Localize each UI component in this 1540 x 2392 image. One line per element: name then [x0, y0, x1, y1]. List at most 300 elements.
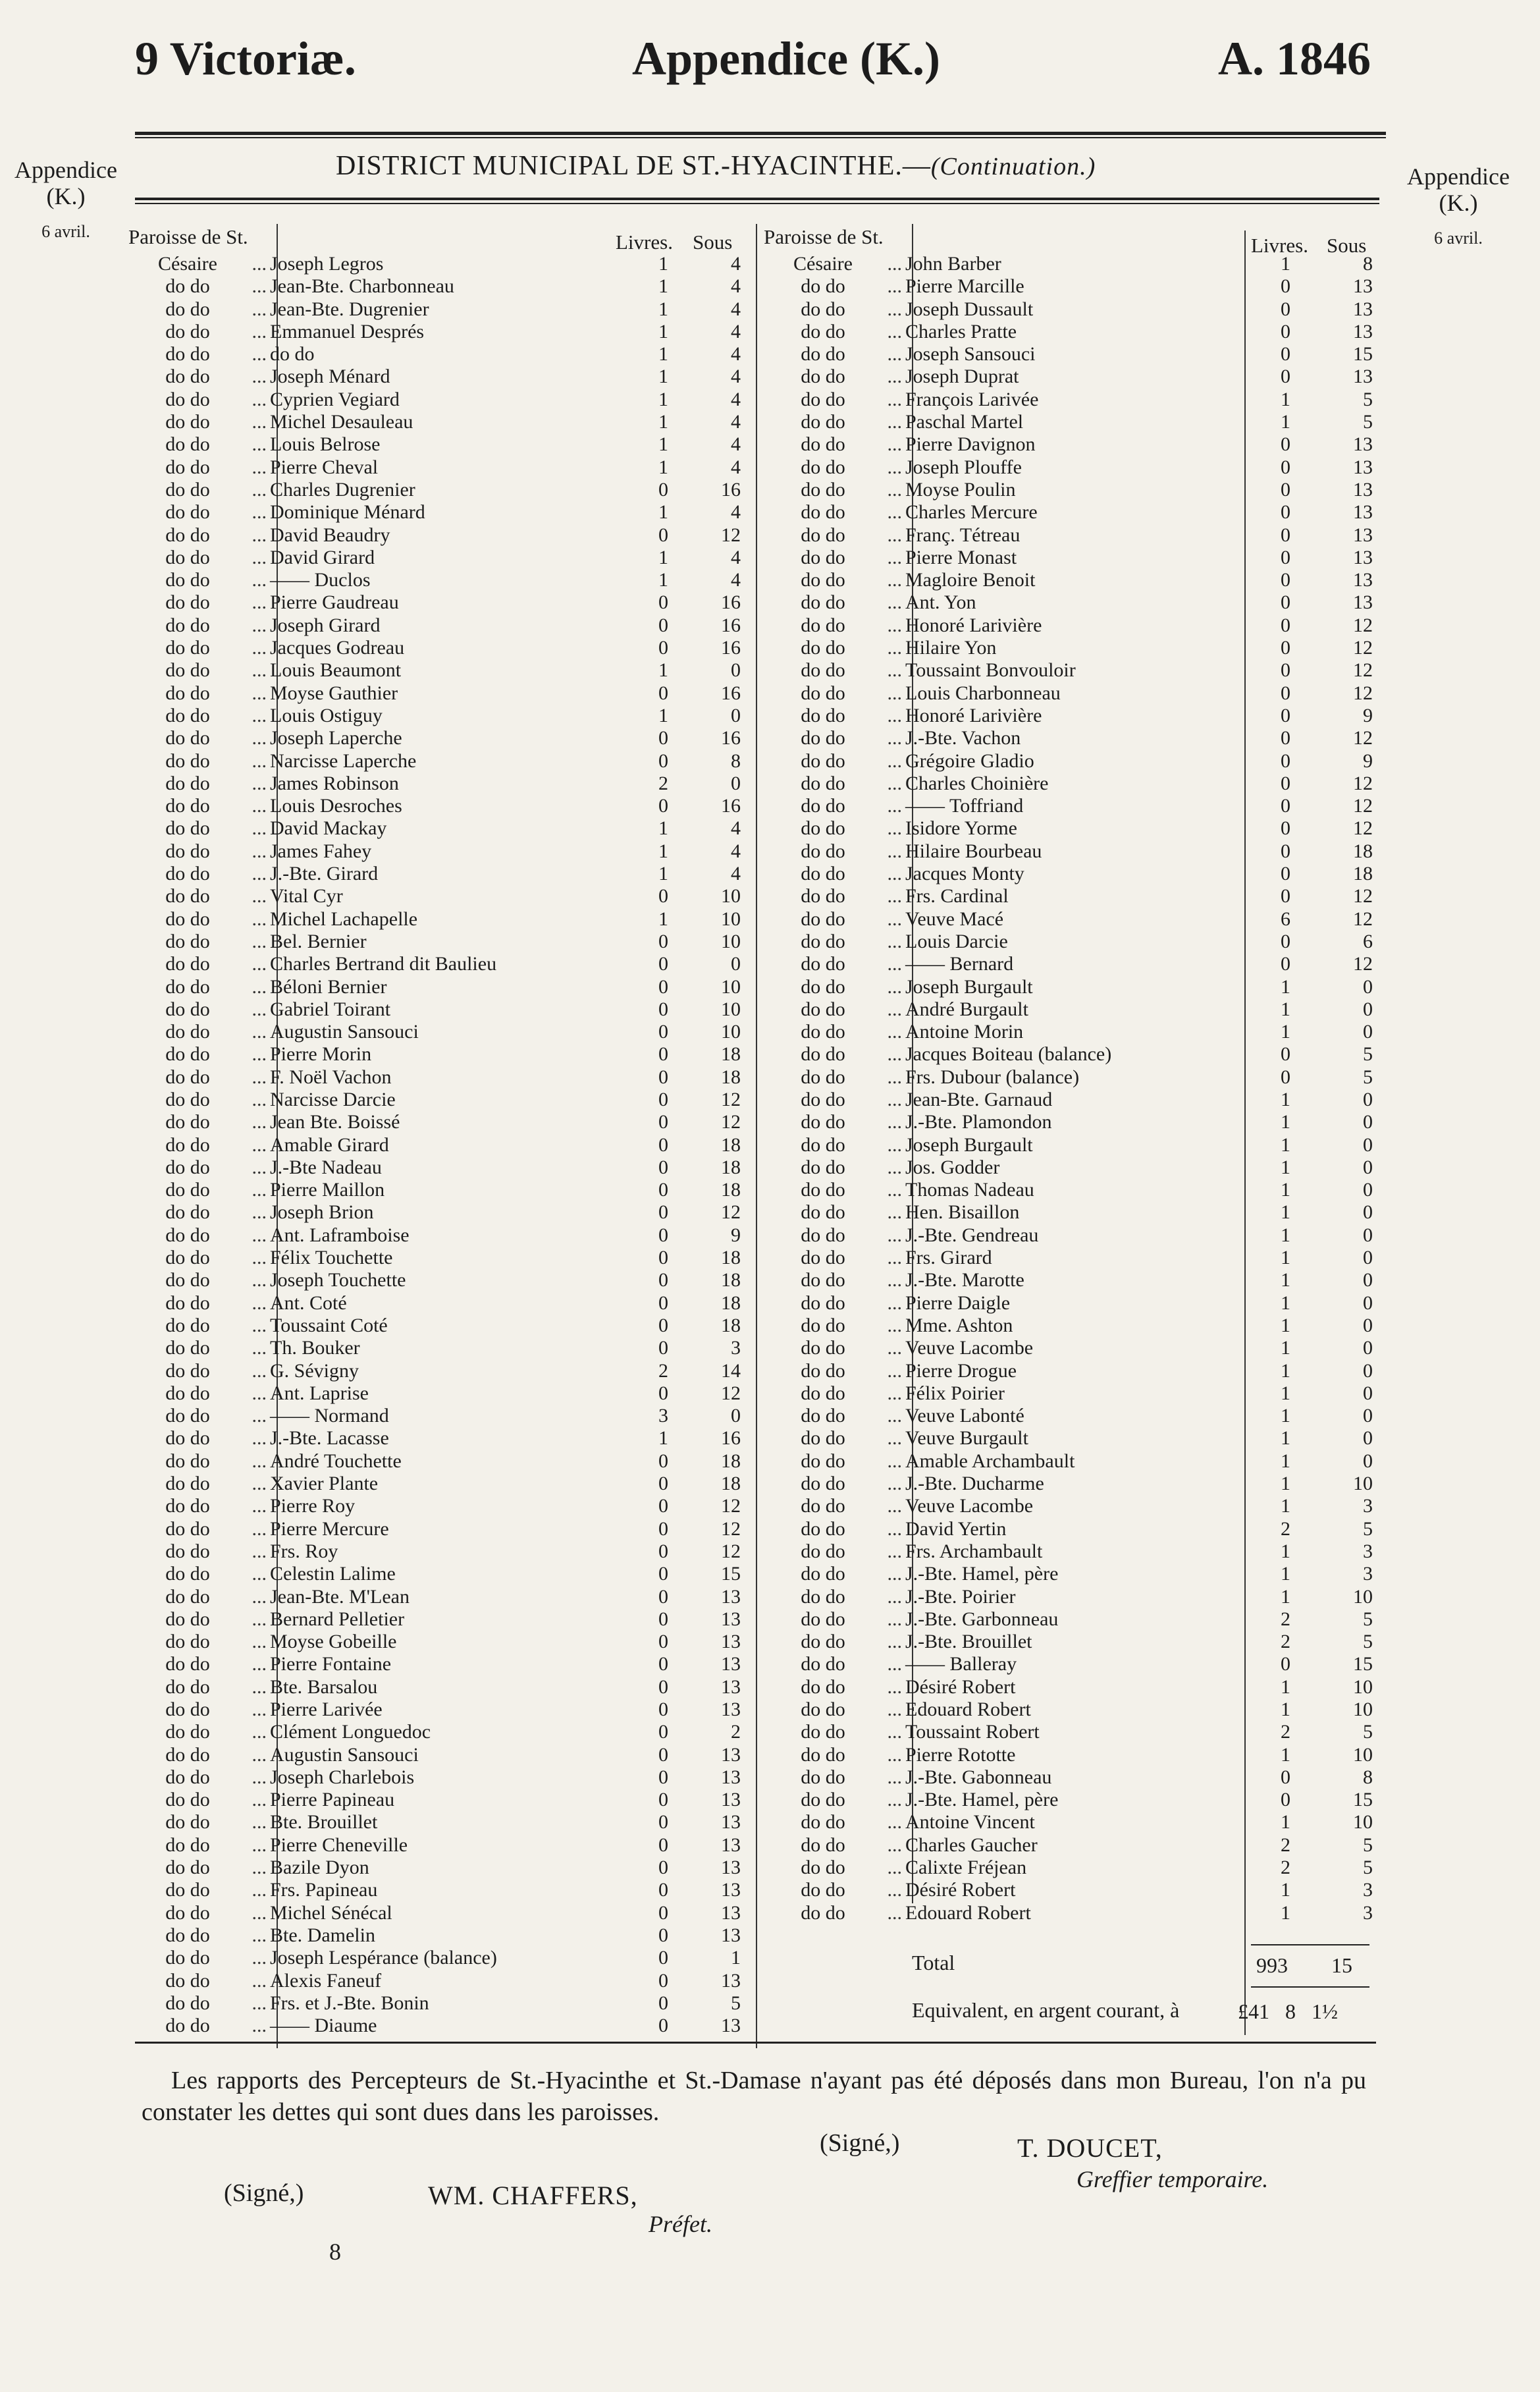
livres-cell: 1 [658, 863, 668, 885]
list-item [770, 366, 1376, 388]
parish-cell: do do [165, 1495, 210, 1517]
sous-cell: 12 [721, 1111, 741, 1133]
list-item [135, 1857, 754, 1879]
name-cell: Veuve Lacombe [905, 1337, 1034, 1359]
sous-cell: 12 [1353, 772, 1373, 794]
leader-dots: ... [252, 275, 267, 298]
parish-cell: do do [165, 298, 210, 320]
list-item [135, 569, 754, 591]
sous-cell: 0 [1363, 1337, 1373, 1359]
livres-cell: 0 [658, 1111, 668, 1133]
parish-cell: do do [165, 1473, 210, 1495]
livres-cell: 0 [658, 975, 668, 998]
leader-dots: ... [252, 1947, 267, 1969]
livres-cell: 1 [658, 388, 668, 410]
sous-cell: 16 [721, 478, 741, 501]
parish-cell: do do [165, 1879, 210, 1901]
livres-cell: 0 [658, 1585, 668, 1608]
sous-cell: 16 [721, 1427, 741, 1450]
name-cell: Ant. Laframboise [270, 1224, 410, 1246]
livres-cell: 0 [658, 953, 668, 975]
right-parish-heading: Paroisse de St. [764, 225, 884, 248]
sous-cell: 13 [721, 1675, 741, 1698]
leader-dots: ... [252, 524, 267, 546]
parish-cell: do do [165, 1291, 210, 1314]
list-item [135, 1382, 754, 1405]
leader-dots: ... [252, 1156, 267, 1178]
parish-cell: do do [801, 343, 845, 366]
leader-dots: ... [252, 840, 267, 862]
margin-note-left [3, 157, 128, 245]
leader-dots: ... [887, 478, 902, 501]
parish-cell: do do [165, 388, 210, 410]
name-cell: Hilaire Yon [905, 637, 997, 659]
leader-dots: ... [252, 1653, 267, 1675]
parish-cell: do do [165, 998, 210, 1020]
sous-cell: 13 [1353, 478, 1373, 501]
sous-cell: 9 [1363, 704, 1373, 726]
list-item [770, 1179, 1376, 1201]
name-cell: Vital Cyr [270, 885, 343, 908]
sous-cell: 0 [1363, 1021, 1373, 1043]
parish-cell: do do [165, 637, 210, 659]
list-item [135, 1653, 754, 1675]
livres-cell: 0 [658, 1834, 668, 1856]
signed-label-2: (Signé,) [224, 2179, 304, 2207]
header-rule-thin [135, 137, 1386, 138]
leader-dots: ... [887, 772, 902, 794]
name-cell: Jean-Bte. Dugrenier [270, 298, 429, 320]
table-top-rule-thin [135, 203, 1379, 204]
parish-cell: do do [165, 1314, 210, 1336]
list-item [770, 885, 1376, 908]
livres-cell: 0 [658, 1382, 668, 1404]
parish-cell: do do [801, 433, 845, 456]
livres-cell: 0 [1281, 1653, 1290, 1675]
list-item [135, 773, 754, 795]
name-cell: Pierre Roy [270, 1495, 356, 1517]
leader-dots: ... [887, 1608, 902, 1630]
name-cell: Pierre Maillon [270, 1179, 385, 1201]
parish-cell: do do [165, 975, 210, 998]
sous-cell: 0 [1363, 1111, 1373, 1133]
leader-dots: ... [252, 1427, 267, 1450]
leader-dots: ... [252, 1314, 267, 1336]
list-item [770, 953, 1376, 975]
name-cell: Jos. Godder [905, 1156, 1000, 1178]
list-item [135, 998, 754, 1021]
name-cell: David Yertin [905, 1517, 1007, 1540]
leader-dots: ... [887, 682, 902, 704]
name-cell: Alexis Faneuf [270, 1969, 382, 1992]
leader-dots: ... [252, 2015, 267, 2037]
left-list [135, 253, 754, 2037]
sous-cell: 13 [1353, 524, 1373, 546]
parish-cell: do do [801, 975, 845, 998]
sous-cell: 3 [731, 1337, 741, 1359]
livres-cell: 1 [1281, 1201, 1290, 1224]
parish-cell: do do [165, 795, 210, 817]
sous-cell: 13 [721, 1699, 741, 1720]
list-item [770, 1789, 1376, 1811]
list-item [770, 840, 1376, 863]
sous-cell: 18 [721, 1043, 741, 1066]
sous-cell: 12 [721, 1382, 741, 1404]
name-cell: Ant. Coté [270, 1291, 347, 1314]
list-item [135, 817, 754, 840]
sous-cell: 13 [721, 1743, 741, 1766]
sous-cell: 16 [721, 795, 741, 817]
sous-cell: 13 [721, 1789, 741, 1811]
page-number: 8 [329, 2239, 341, 2265]
name-cell: David Girard [270, 546, 375, 568]
livres-cell: 0 [1281, 817, 1290, 840]
parish-cell: do do [801, 1314, 845, 1336]
parish-cell: do do [165, 1337, 210, 1359]
leader-dots: ... [887, 343, 902, 366]
sous-cell: 4 [731, 433, 741, 456]
list-item [135, 343, 754, 366]
leader-dots: ... [887, 1291, 902, 1314]
name-cell: Mme. Ashton [905, 1314, 1013, 1336]
sous-cell: 16 [721, 727, 741, 749]
livres-cell: 0 [658, 1066, 668, 1088]
name-cell: Toussaint Coté [270, 1314, 388, 1336]
livres-cell: 0 [658, 1269, 668, 1291]
sous-cell: 18 [721, 1269, 741, 1291]
livres-cell: 1 [658, 298, 668, 320]
parish-cell: do do [801, 501, 845, 524]
leader-dots: ... [252, 1382, 267, 1404]
leader-dots: ... [887, 998, 902, 1020]
livres-cell: 0 [658, 1653, 668, 1675]
leader-dots: ... [252, 1043, 267, 1066]
leader-dots: ... [887, 501, 902, 524]
name-cell: Frs. Dubour (balance) [905, 1066, 1080, 1088]
leader-dots: ... [252, 433, 267, 456]
livres-cell: 0 [1281, 930, 1290, 952]
header-rule [135, 132, 1386, 135]
livres-cell: 0 [658, 885, 668, 908]
livres-cell: 0 [658, 1766, 668, 1788]
leader-dots: ... [252, 1766, 267, 1788]
name-cell: Louis Darcie [905, 930, 1008, 952]
name-cell: Veuve Lacombe [905, 1495, 1034, 1517]
sous-cell: 13 [1353, 433, 1373, 456]
name-cell: Veuve Labonté [905, 1405, 1024, 1427]
livres-cell: 0 [658, 1247, 668, 1269]
parish-cell: do do [801, 1653, 845, 1675]
livres-cell: 1 [658, 501, 668, 524]
livres-cell: 1 [1281, 1111, 1290, 1133]
name-cell: J.-Bte. Gendreau [905, 1224, 1039, 1246]
livres-cell: 1 [1281, 1743, 1290, 1766]
parish-cell: do do [165, 275, 210, 298]
name-cell: G. Sévigny [270, 1359, 359, 1382]
sous-cell: 4 [731, 298, 741, 320]
list-item [770, 569, 1376, 591]
leader-dots: ... [252, 772, 267, 794]
livres-cell: 1 [1281, 1021, 1290, 1043]
parish-cell: do do [801, 1405, 845, 1427]
list-item [135, 908, 754, 931]
leader-dots: ... [252, 795, 267, 817]
sous-cell: 18 [721, 1156, 741, 1178]
sous-cell: 2 [731, 1721, 741, 1743]
list-item [135, 1089, 754, 1111]
list-item [770, 501, 1376, 524]
margin-note-right [1393, 163, 1524, 252]
name-cell: Bte. Barsalou [270, 1675, 378, 1698]
livres-cell: 0 [1281, 749, 1290, 772]
name-cell: Frs. Cardinal [905, 885, 1009, 908]
parish-cell: do do [165, 1992, 210, 2014]
parish-cell: do do [801, 1540, 845, 1562]
sous-cell: 0 [1363, 1405, 1373, 1427]
name-cell: Pierre Gaudreau [270, 591, 399, 614]
leader-dots: ... [252, 501, 267, 524]
list-item [770, 1021, 1376, 1043]
sous-cell: 0 [731, 953, 741, 975]
district-subtitle: (Continuation.) [930, 153, 1096, 180]
parish-cell: do do [165, 1969, 210, 1992]
livres-cell: 0 [658, 2015, 668, 2037]
leader-dots: ... [887, 659, 902, 682]
list-item [770, 1495, 1376, 1517]
list-item [135, 366, 754, 388]
name-cell: Louis Beaumont [270, 659, 402, 682]
list-item [135, 953, 754, 975]
parish-cell: do do [165, 863, 210, 885]
list-item [770, 1653, 1376, 1675]
livres-cell: 0 [1281, 275, 1290, 298]
parish-cell: do do [801, 1291, 845, 1314]
livres-cell: 0 [658, 637, 668, 659]
sous-cell: 13 [1353, 320, 1373, 342]
name-cell: J.-Bte. Garbonneau [905, 1608, 1059, 1630]
list-item [135, 501, 754, 524]
name-cell: J.-Bte. Gabonneau [905, 1766, 1052, 1788]
leader-dots: ... [887, 1224, 902, 1246]
sous-cell: 0 [1363, 1156, 1373, 1178]
sous-cell: 3 [1363, 1495, 1373, 1517]
list-item [135, 637, 754, 659]
name-cell: Xavier Plante [270, 1473, 379, 1495]
name-cell: Pierre Papineau [270, 1789, 395, 1811]
list-item [135, 1563, 754, 1585]
sous-cell: 5 [1363, 1631, 1373, 1653]
leader-dots: ... [252, 343, 267, 366]
list-item [770, 1111, 1376, 1133]
sous-cell: 13 [1353, 366, 1373, 388]
leader-dots: ... [887, 1721, 902, 1743]
leader-dots: ... [252, 1201, 267, 1224]
list-item [770, 682, 1376, 705]
parish-cell: do do [801, 1133, 845, 1156]
name-cell: Joseph Touchette [270, 1269, 406, 1291]
signed-label-1: (Signé,) [820, 2129, 900, 2157]
list-item [135, 1179, 754, 1201]
list-item [135, 1766, 754, 1789]
list-item [770, 1811, 1376, 1834]
name-cell: J.-Bte. Poirier [905, 1585, 1016, 1608]
list-item [770, 1676, 1376, 1699]
header-right: A. 1846 [1218, 32, 1371, 85]
list-item [770, 1608, 1376, 1631]
name-cell: Charles Mercure [905, 501, 1038, 524]
leader-dots: ... [252, 1992, 267, 2014]
livres-cell: 1 [658, 840, 668, 862]
list-item [770, 863, 1376, 885]
livres-cell: 2 [1281, 1608, 1290, 1630]
list-item [770, 1721, 1376, 1743]
parish-cell: do do [801, 1901, 845, 1924]
leader-dots: ... [252, 1540, 267, 1562]
sous-cell: 12 [1353, 727, 1373, 749]
livres-cell: 0 [658, 591, 668, 614]
list-item [770, 456, 1376, 479]
name-cell: Frs. Archambault [905, 1540, 1043, 1562]
leader-dots: ... [887, 1473, 902, 1495]
name-cell: J.-Bte. Vachon [905, 727, 1021, 749]
parish-cell: do do [165, 1766, 210, 1788]
list-item [135, 1879, 754, 1901]
parish-cell: do do [165, 1743, 210, 1766]
parish-cell: do do [165, 1088, 210, 1110]
leader-dots: ... [887, 1133, 902, 1156]
list-item [135, 1360, 754, 1382]
leader-dots: ... [252, 1901, 267, 1924]
name-cell: Félix Poirier [905, 1382, 1005, 1404]
parish-cell: do do [165, 1517, 210, 1540]
sous-cell: 16 [721, 591, 741, 614]
sous-cell: 0 [731, 1405, 741, 1427]
name-cell: Jacques Monty [905, 863, 1024, 885]
sous-cell: 4 [731, 275, 741, 298]
livres-cell: 1 [1281, 1359, 1290, 1382]
sous-cell: 18 [721, 1179, 741, 1201]
parish-cell: do do [801, 1585, 845, 1608]
livres-cell: 0 [658, 1179, 668, 1201]
list-item [135, 1405, 754, 1427]
leader-dots: ... [887, 1743, 902, 1766]
list-item [770, 659, 1376, 682]
leader-dots: ... [887, 1631, 902, 1653]
list-item [135, 547, 754, 569]
list-item [135, 1518, 754, 1540]
name-cell: Amable Girard [270, 1133, 389, 1156]
name-cell: Charles Dugrenier [270, 478, 415, 501]
parish-cell: do do [165, 1811, 210, 1834]
list-item [770, 343, 1376, 366]
leader-dots: ... [252, 1811, 267, 1834]
livres-cell: 0 [658, 1992, 668, 2014]
livres-cell: 1 [1281, 1675, 1290, 1698]
parish-cell: do do [165, 1563, 210, 1585]
parish-cell: do do [165, 930, 210, 952]
list-item [135, 682, 754, 705]
livres-cell: 1 [658, 366, 668, 388]
leader-dots: ... [887, 1879, 902, 1901]
livres-cell: 1 [658, 320, 668, 342]
list-item [770, 1540, 1376, 1563]
livres-cell: 0 [658, 998, 668, 1020]
leader-dots: ... [887, 253, 902, 275]
livres-cell: 1 [658, 253, 668, 275]
leader-dots: ... [252, 320, 267, 342]
parish-cell: do do [801, 275, 845, 298]
header-left: 9 Victoriæ. [135, 32, 356, 85]
name-cell: Edouard Robert [905, 1699, 1031, 1720]
livres-cell: 0 [658, 930, 668, 952]
livres-cell: 0 [1281, 885, 1290, 908]
leader-dots: ... [887, 569, 902, 591]
name-cell: J.-Bte Nadeau [270, 1156, 382, 1178]
name-cell: J.-Bte. Plamondon [905, 1111, 1052, 1133]
list-item [770, 1089, 1376, 1111]
parish-cell: do do [165, 682, 210, 704]
list-item [770, 1586, 1376, 1608]
margin-label: Appendice [14, 157, 117, 183]
name-cell: J.-Bte. Marotte [905, 1269, 1024, 1291]
parish-cell: do do [165, 343, 210, 366]
livres-cell: 0 [1281, 840, 1290, 862]
parish-cell: do do [165, 501, 210, 524]
list-item [135, 321, 754, 343]
sous-cell: 13 [1353, 456, 1373, 478]
livres-cell: 0 [658, 1450, 668, 1472]
leader-dots: ... [887, 1789, 902, 1811]
list-item [135, 298, 754, 321]
parish-cell: do do [801, 930, 845, 952]
sous-cell: 16 [721, 637, 741, 659]
livres-cell: 1 [1281, 1540, 1290, 1562]
list-item [135, 1043, 754, 1066]
leader-dots: ... [887, 1247, 902, 1269]
parish-cell: do do [165, 411, 210, 433]
leader-dots: ... [887, 1201, 902, 1224]
sous-cell: 4 [731, 320, 741, 342]
leader-dots: ... [887, 1495, 902, 1517]
parish-cell: do do [165, 1947, 210, 1969]
livres-cell: 0 [658, 1473, 668, 1495]
name-cell: François Larivée [905, 388, 1039, 410]
sous-cell: 18 [721, 1473, 741, 1495]
name-cell: Bte. Damelin [270, 1924, 375, 1946]
name-cell: Charles Bertrand dit Baulieu [270, 953, 497, 975]
name-cell: Emmanuel Després [270, 320, 425, 342]
list-item [770, 614, 1376, 637]
list-item [135, 1427, 754, 1450]
livres-cell: 0 [1281, 343, 1290, 366]
name-cell: Paschal Martel [905, 411, 1024, 433]
livres-cell: 0 [1281, 1789, 1290, 1811]
sous-cell: 18 [1353, 863, 1373, 885]
leader-dots: ... [252, 1879, 267, 1901]
name-cell: Toussaint Robert [905, 1721, 1040, 1743]
parish-cell: do do [165, 1269, 210, 1291]
parish-cell: do do [165, 817, 210, 840]
list-item [770, 1766, 1376, 1789]
sous-cell: 0 [731, 772, 741, 794]
list-item [770, 1247, 1376, 1269]
name-cell: Félix Touchette [270, 1247, 393, 1269]
livres-cell: 0 [1281, 591, 1290, 614]
sous-cell: 13 [721, 1857, 741, 1879]
name-cell: do do [270, 343, 315, 366]
sous-cell: 8 [1363, 1766, 1373, 1788]
parish-cell: do do [165, 1224, 210, 1246]
